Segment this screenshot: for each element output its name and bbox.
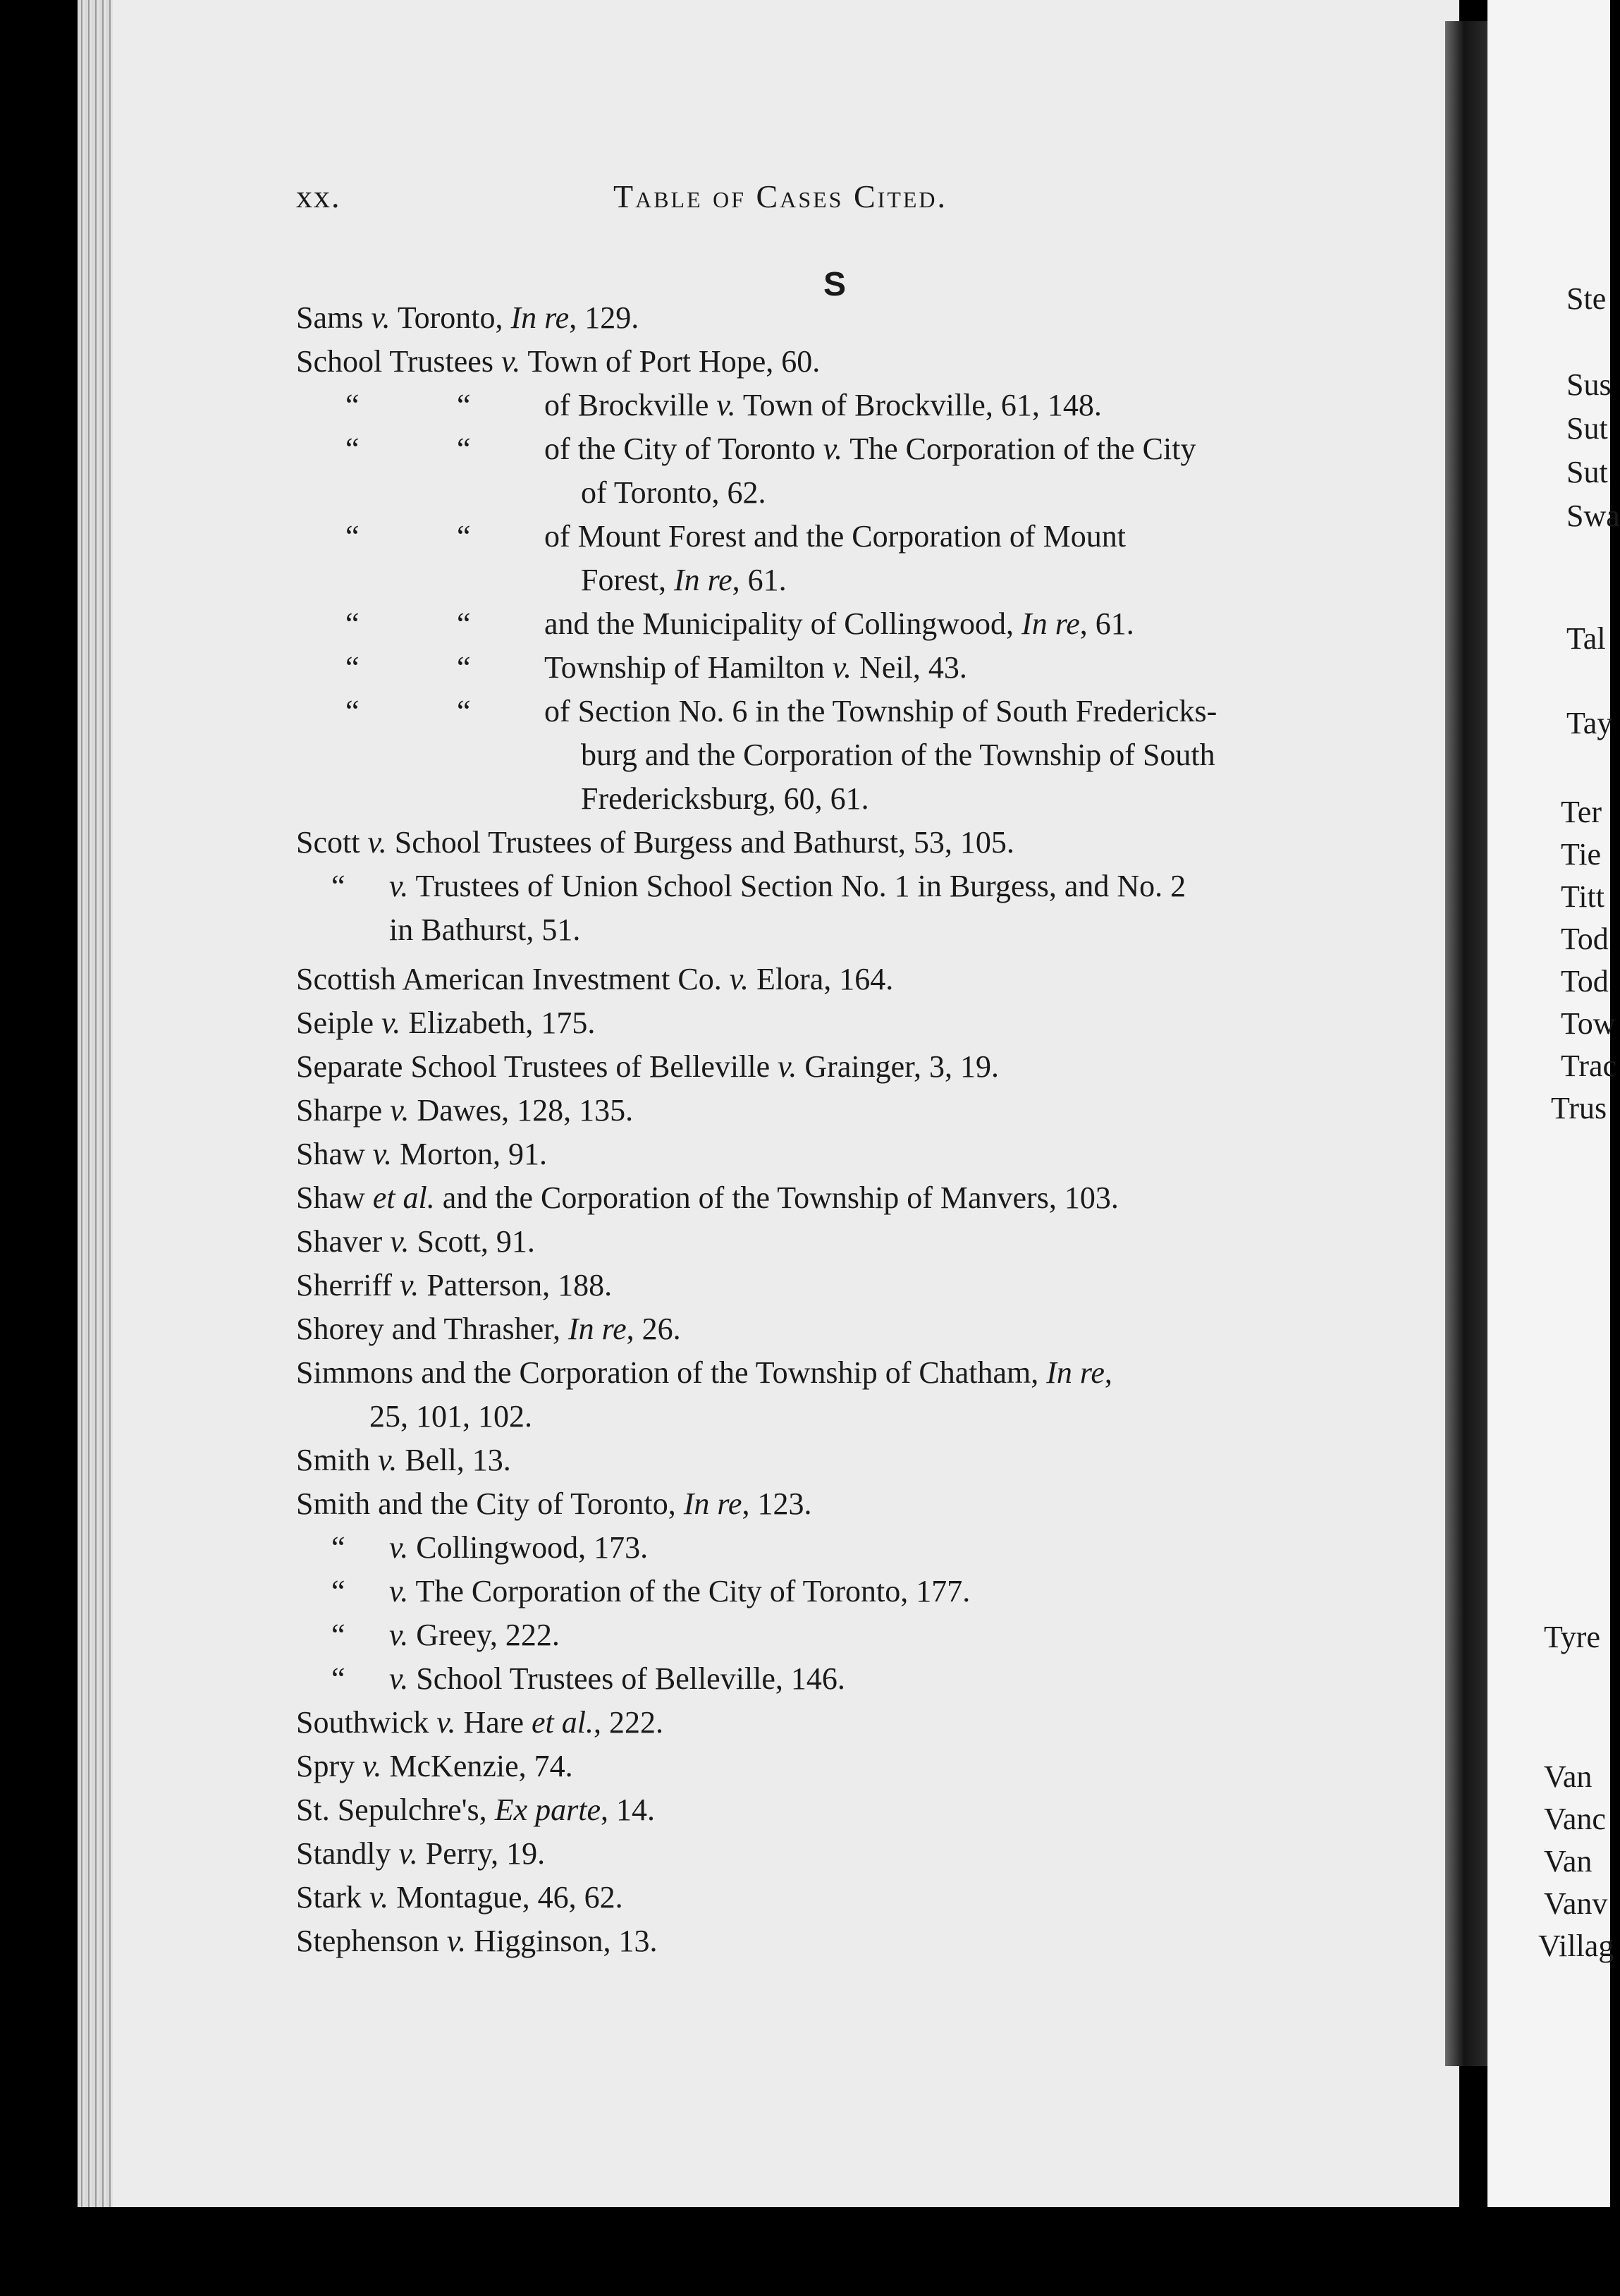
- facing-fragment: Trac: [1561, 1049, 1617, 1083]
- spacer: [296, 952, 1368, 958]
- facing-fragment: Tow: [1561, 1006, 1616, 1041]
- facing-fragment: Sut: [1566, 455, 1608, 489]
- case-text: of Brockville v. Town of Brockville, 61, 148.: [544, 388, 1102, 422]
- facing-fragment: Van: [1544, 1759, 1593, 1794]
- case-text: Shaver v. Scott, 91.: [296, 1224, 535, 1259]
- facing-fragment: Tod: [1561, 922, 1609, 956]
- case-text: v. The Corporation of the City of Toronto, 177.: [389, 1574, 971, 1608]
- case-text: and the Municipality of Collingwood, In re, 61.: [544, 606, 1134, 641]
- facing-fragment: Van: [1544, 1844, 1593, 1879]
- case-text: Standly v. Perry, 19.: [296, 1836, 546, 1871]
- case-entry: [296, 1657, 1368, 1701]
- facing-fragment: Tyre: [1544, 1620, 1600, 1654]
- facing-fragment: Sut: [1566, 411, 1608, 446]
- facing-fragment: Vanc: [1544, 1802, 1606, 1836]
- scan-border: [78, 2207, 1610, 2296]
- case-text: of Toronto, 62.: [581, 475, 766, 510]
- case-text: v. Greey, 222.: [389, 1618, 560, 1652]
- case-entry-continuation: [296, 733, 1368, 777]
- ditto-mark: “: [345, 519, 360, 554]
- case-entry: [296, 1264, 1368, 1307]
- case-text: Separate School Trustees of Belleville v. Grainger, 3, 19.: [296, 1049, 999, 1084]
- case-text: Southwick v. Hare et al., 222.: [296, 1705, 663, 1740]
- case-entry: [296, 427, 1368, 471]
- ditto-mark: “: [345, 606, 360, 641]
- case-entry: [296, 1745, 1368, 1788]
- case-entry: [296, 1570, 1368, 1613]
- case-text: Sams v. Toronto, In re, 129.: [296, 300, 639, 335]
- case-entry: [296, 865, 1368, 908]
- ditto-mark: “: [345, 388, 360, 422]
- case-entry: [296, 1176, 1368, 1220]
- case-text: Stark v. Montague, 46, 62.: [296, 1880, 623, 1915]
- case-entry: [296, 1089, 1368, 1132]
- case-text: Seiple v. Elizabeth, 175.: [296, 1006, 596, 1040]
- case-text: 25, 101, 102.: [369, 1399, 532, 1434]
- case-text: Shaw et al. and the Corporation of the Township of Manvers, 103.: [296, 1180, 1119, 1215]
- case-entry-continuation: [296, 1395, 1368, 1439]
- case-text: School Trustees v. Town of Port Hope, 60.: [296, 344, 821, 379]
- case-entry: [296, 1876, 1368, 1919]
- facing-fragment: Ter: [1561, 795, 1602, 829]
- case-text: Smith and the City of Toronto, In re, 123.: [296, 1486, 812, 1521]
- case-text: Township of Hamilton v. Neil, 43.: [544, 650, 967, 685]
- case-text: v. School Trustees of Belleville, 146.: [389, 1661, 845, 1696]
- case-text: in Bathurst, 51.: [389, 912, 581, 947]
- case-text: Shaw v. Morton, 91.: [296, 1137, 548, 1171]
- case-text: Simmons and the Corporation of the Township of Chatham, In re,: [296, 1355, 1112, 1390]
- ditto-mark: “: [331, 1530, 345, 1565]
- case-text: of the City of Toronto v. The Corporation of the City: [544, 432, 1196, 466]
- case-entry: [296, 1613, 1368, 1657]
- case-text: St. Sepulchre's, Ex parte, 14.: [296, 1793, 655, 1827]
- facing-fragment: Vanv: [1544, 1886, 1608, 1921]
- ditto-mark: “: [457, 650, 471, 685]
- case-entry: [296, 384, 1368, 427]
- ditto-mark: “: [457, 694, 471, 728]
- facing-fragment: Tie: [1561, 837, 1602, 872]
- case-text: Forest, In re, 61.: [581, 563, 787, 597]
- ditto-mark: “: [331, 1618, 345, 1652]
- case-entry: [296, 646, 1368, 690]
- case-entry: [296, 515, 1368, 558]
- ditto-mark: “: [345, 650, 360, 685]
- case-entry-continuation: [296, 777, 1368, 821]
- ditto-mark: “: [457, 432, 471, 466]
- case-text: v. Trustees of Union School Section No. 1 in Burgess, and No. 2: [389, 869, 1186, 903]
- case-entry: [296, 958, 1368, 1001]
- ditto-mark: “: [457, 606, 471, 641]
- facing-fragment: Tay: [1566, 706, 1613, 740]
- case-entry-continuation: [296, 558, 1368, 602]
- case-text: of Section No. 6 in the Township of South Fredericks-: [544, 694, 1217, 728]
- case-entry: [296, 1001, 1368, 1045]
- facing-fragment: Villag: [1538, 1929, 1614, 1963]
- case-entry: [296, 1701, 1368, 1745]
- case-entry: [296, 340, 1368, 384]
- facing-fragment: Titt: [1561, 879, 1605, 914]
- case-entry-continuation: [296, 471, 1368, 515]
- case-entry: [296, 296, 1368, 340]
- case-text: Sharpe v. Dawes, 128, 135.: [296, 1093, 634, 1128]
- book-spine-shadow: [1445, 21, 1487, 2066]
- facing-fragment: Tod: [1561, 964, 1609, 999]
- ditto-mark: “: [345, 694, 360, 728]
- case-entry: [296, 690, 1368, 733]
- page-title: Table of Cases Cited.: [613, 178, 948, 214]
- case-entry: [296, 1439, 1368, 1482]
- case-text: Shorey and Thrasher, In re, 26.: [296, 1312, 681, 1346]
- case-entry: [296, 602, 1368, 646]
- case-text: v. Collingwood, 173.: [389, 1530, 649, 1565]
- case-text: Sherriff v. Patterson, 188.: [296, 1268, 613, 1302]
- case-entry: [296, 1045, 1368, 1089]
- case-entry: [296, 1832, 1368, 1876]
- case-text: Scott v. School Trustees of Burgess and Bathurst, 53, 105.: [296, 825, 1014, 860]
- ditto-mark: “: [331, 869, 345, 903]
- facing-fragment: Sus: [1566, 367, 1612, 402]
- section-letter: S: [823, 266, 847, 303]
- case-entry: [296, 821, 1368, 865]
- case-entry: [296, 1788, 1368, 1832]
- case-entry: [296, 1351, 1368, 1395]
- case-list: [296, 296, 1368, 1963]
- case-entry: [296, 1132, 1368, 1176]
- case-entry: [296, 1919, 1368, 1963]
- case-entry: [296, 1307, 1368, 1351]
- case-text: burg and the Corporation of the Township of South: [581, 738, 1215, 772]
- case-text: Smith v. Bell, 13.: [296, 1443, 511, 1477]
- facing-fragment: Ste: [1566, 281, 1607, 316]
- ditto-mark: “: [345, 432, 360, 466]
- case-entry: [296, 1526, 1368, 1570]
- ditto-mark: “: [331, 1574, 345, 1608]
- facing-fragment: Trus: [1551, 1091, 1607, 1125]
- case-text: Scottish American Investment Co. v. Elora, 164.: [296, 962, 894, 996]
- ditto-mark: “: [331, 1661, 345, 1696]
- case-text: Fredericksburg, 60, 61.: [581, 781, 869, 816]
- case-entry: [296, 1220, 1368, 1264]
- page-edge-stack: [78, 0, 113, 2296]
- facing-fragment: Tal: [1566, 621, 1606, 656]
- case-text: Spry v. McKenzie, 74.: [296, 1749, 573, 1783]
- page-folio: xx.: [296, 178, 341, 214]
- case-text: of Mount Forest and the Corporation of Mount: [544, 519, 1126, 554]
- facing-page: [1487, 0, 1620, 2296]
- ditto-mark: “: [457, 388, 471, 422]
- case-entry-continuation: [296, 908, 1368, 952]
- case-text: Stephenson v. Higginson, 13.: [296, 1924, 658, 1958]
- ditto-mark: “: [457, 519, 471, 554]
- facing-fragment: Swa: [1566, 499, 1620, 533]
- case-entry: [296, 1482, 1368, 1526]
